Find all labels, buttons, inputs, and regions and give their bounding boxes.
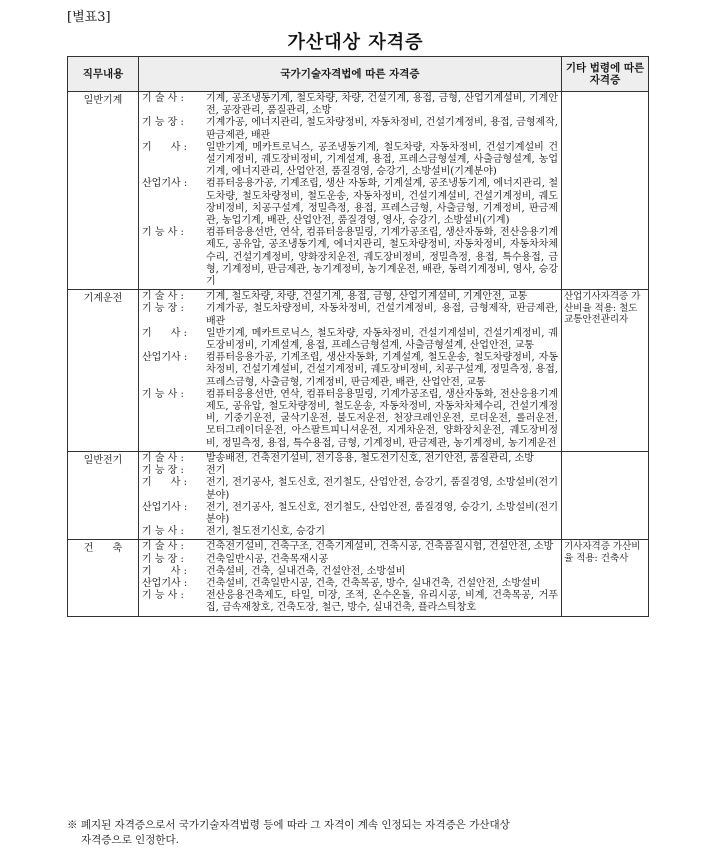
row-qualifications xyxy=(139,92,562,290)
qualification-entry xyxy=(142,526,558,538)
qualification-entry xyxy=(142,389,558,450)
qualification-entry xyxy=(142,502,558,526)
qualification-list: 기계, 공조냉동기계, 철도차량, 차량, 건설기계, 용접, 금형, 산업기계설비, 기계안전, 공장관리, 품질관리, 소방 xyxy=(206,93,558,117)
grade-label: 산업기사 : xyxy=(142,577,188,589)
qualification-list: 건축설비, 건축, 실내건축, 건설안전, 소방설비 xyxy=(206,565,406,577)
row-other-qualification: 기사자격증 가산비율 적용: 건축사 xyxy=(562,540,649,616)
table-header-row xyxy=(68,57,649,92)
grade-label: 기 능 장 : xyxy=(142,553,184,565)
qualification-entry xyxy=(142,541,558,553)
qualification-entry xyxy=(142,578,558,590)
qualification-list: 컴퓨터응용가공, 기계조립, 생산자동화, 기계설계, 철도운송, 철도차량정비, 자동차정비, 건설기계설비, 건설기계정비, 궤도장비정비, 치공구설계, 정밀측정, 용접, 프레스금형, 사출금형, 기계정비, 판금제관, 배관, 산업안전, 교통 xyxy=(206,352,558,388)
table-row xyxy=(68,290,649,452)
qualification-list: 기계, 철도차량, 차량, 건설기계, 용접, 금형, 산업기계설비, 기계안전, 교통 xyxy=(206,291,528,303)
qualification-list: 건축일반시공, 건축목재시공 xyxy=(206,553,329,565)
qualification-list: 발송배전, 건축전기설비, 전기응용, 철도전기신호, 전기안전, 품질관리, 소방 xyxy=(206,452,534,464)
qualification-list: 건축설비, 건축일반시공, 건축, 건축목공, 방수, 실내건축, 건설안전, 소방설비 xyxy=(206,577,541,589)
table-label: [별표3] xyxy=(67,10,111,25)
grade-label: 기 능 장 : xyxy=(142,117,184,129)
grade-label: 기 사 : xyxy=(142,477,187,489)
qualification-entry xyxy=(142,590,558,614)
qualification-list: 컴퓨터응용선반, 연삭, 컴퓨터응용밀링, 기계가공조립, 생산자동화, 전산응용기계제도, 공유압, 공조냉동기계, 에너지관리, 철도차량정비, 자동차정비, 자동차차체수리, 건설기계정비, 양화장치운전, 궤도장비정비, 정밀측정, 용접, 특수용접, 금형, 기계정비, 판금제관, 농기계정비, 농기계운전, 배관, 동력기계정비, 영사, 승강기 xyxy=(206,227,558,288)
grade-label: 기 능 사 : xyxy=(142,388,184,400)
qualification-entry xyxy=(142,142,558,179)
header-national-qualification: 국가기술자격법에 따른 자격증 xyxy=(139,57,562,92)
qualification-list: 전산응용건축제도, 타일, 미장, 조적, 온수온돌, 유리시공, 비계, 건축목공, 거푸집, 금속재창호, 건축도장, 철근, 방수, 실내건축, 플라스틱창호 xyxy=(206,590,558,614)
qualification-entry xyxy=(142,477,558,501)
qualification-list: 컴퓨터응용가공, 기계조립, 생산 자동화, 기계설계, 공조냉동기계, 에너지관리, 철도차량, 철도차량정비, 철도운송, 자동차정비, 건설기계설비, 건설기계정비, 궤도장비정비, 치공구설계, 정밀측정, 용접, 프레스금형, 사출금형, 기계정비, 판금제관, 농업기계, 배관, 산업안전, 품질경영, 영사, 승강기, 소방설비(기계) xyxy=(206,178,558,227)
table-row xyxy=(68,92,649,290)
grade-label: 산업기사 : xyxy=(142,501,188,513)
qualification-list: 기계가공, 에너지관리, 철도차량정비, 자동차정비, 건설기계정비, 용접, 금형제작, 판금제관, 배관 xyxy=(206,117,558,141)
grade-label: 기 능 사 : xyxy=(142,526,184,538)
grade-label: 기 사 : xyxy=(142,327,187,339)
footnote-line-2: 자격증으로 인정한다. xyxy=(81,834,179,846)
qualification-entry xyxy=(142,178,558,227)
qualification-entry xyxy=(142,453,558,465)
qualification-entry xyxy=(142,291,558,303)
footnote xyxy=(67,818,647,848)
qualification-entry xyxy=(142,352,558,389)
qualification-list: 전기 xyxy=(206,465,226,477)
row-other-qualification xyxy=(562,92,649,290)
row-category: 기계운전 xyxy=(68,290,139,452)
qualification-list: 일반기계, 메카트로닉스, 공조냉동기계, 철도차량, 자동차정비, 건설기계설비 건설기계정비, 궤도장비정비, 기계설계, 용접, 프레스금형설계, 사출금형설계, 농업기계, 에너지관리, 산업안전, 품질경영, 승강기, 소방설비(기계분야) xyxy=(206,141,558,178)
grade-label: 기 술 사 : xyxy=(142,291,184,303)
qualification-entry xyxy=(142,227,558,288)
grade-label: 기 술 사 : xyxy=(142,452,184,464)
header-duty: 직무내용 xyxy=(68,57,139,92)
footnote-line-1: ※ 폐지된 자격증으로서 국가기술자격법령 등에 따라 그 자격이 계속 인정되는 자격증은 가산대상 xyxy=(67,819,510,831)
grade-label: 기 사 : xyxy=(142,141,187,153)
table-row xyxy=(68,451,649,539)
row-other-qualification xyxy=(562,451,649,539)
grade-label: 기 능 사 : xyxy=(142,590,184,602)
grade-label: 기 능 장 : xyxy=(142,303,184,315)
row-qualifications xyxy=(139,451,562,539)
grade-label: 기 사 : xyxy=(142,565,187,577)
header-other-law-qualification: 기타 법령에 따른 자격증 xyxy=(562,57,649,92)
qualification-list: 전기, 전기공사, 철도신호, 전기철도, 산업안전, 품질경영, 승강기, 소방설비(전기분야) xyxy=(206,501,558,525)
grade-label: 기 술 사 : xyxy=(142,93,184,104)
qualification-entry xyxy=(142,566,558,578)
qualification-entry xyxy=(142,93,558,117)
grade-label: 산업기사 : xyxy=(142,352,188,364)
qualification-list: 기계가공, 철도차량정비, 자동차정비, 건설기계정비, 용접, 금형제작, 판금제관, 배관 xyxy=(206,303,558,327)
row-qualifications xyxy=(139,540,562,616)
document-title: 가산대상 자격증 xyxy=(287,32,424,53)
table-row xyxy=(68,540,649,616)
grade-label: 기 술 사 : xyxy=(142,541,184,553)
qualification-entry xyxy=(142,117,558,141)
qualification-list: 전기, 전기공사, 철도신호, 전기철도, 산업안전, 승강기, 품질경영, 소방설비(전기분야) xyxy=(206,477,558,501)
row-category: 일반전기 xyxy=(68,451,139,539)
qualification-entry xyxy=(142,303,558,327)
qualification-list: 전기, 철도전기신호, 승강기 xyxy=(206,526,325,538)
qualification-entry xyxy=(142,328,558,352)
qualification-list: 일반기계, 메카트로닉스, 철도차량, 자동차정비, 건설기계설비, 건설기계정비, 궤도장비정비, 기계설계, 용접, 프레스금형설계, 사출금형설계, 산업안전, 교통 xyxy=(206,327,558,352)
qualification-list: 건축전기설비, 건축구조, 건축기계설비, 건축시공, 건축품질시험, 건설안전, 소방 xyxy=(206,541,554,553)
grade-label: 기 능 사 : xyxy=(142,227,184,239)
row-qualifications xyxy=(139,290,562,452)
qualification-table xyxy=(67,56,649,617)
row-category: 건 축 xyxy=(68,540,139,616)
row-category: 일반기계 xyxy=(68,92,139,290)
qualification-list: 컴퓨터응용선반, 연삭, 컴퓨터응용밀링, 기계가공조립, 생산자동화, 전산응용기계제도, 공유압, 철도차량정비, 철도운송, 자동차정비, 자동차차체수리, 건설기계정비, 기중기운전, 굴삭기운전, 불도저운전, 천장크레인운전, 로더운전, 롤러운전, 모터그레이더운전, 아스팔트피니셔운전, 지게차운전, 양화장치운전, 궤도장비정비, 정밀측정, 용접, 특수용접, 금형, 기계정비, 판금제관, 농기계정비, 농기계운전 xyxy=(206,388,558,449)
qualification-entry xyxy=(142,465,558,477)
grade-label: 기 능 장 : xyxy=(142,465,184,477)
row-other-qualification: 산업기사자격증 가산비율 적용: 철도교통안전관리자 xyxy=(562,290,649,452)
grade-label: 산업기사 : xyxy=(142,178,188,190)
qualification-entry xyxy=(142,554,558,566)
